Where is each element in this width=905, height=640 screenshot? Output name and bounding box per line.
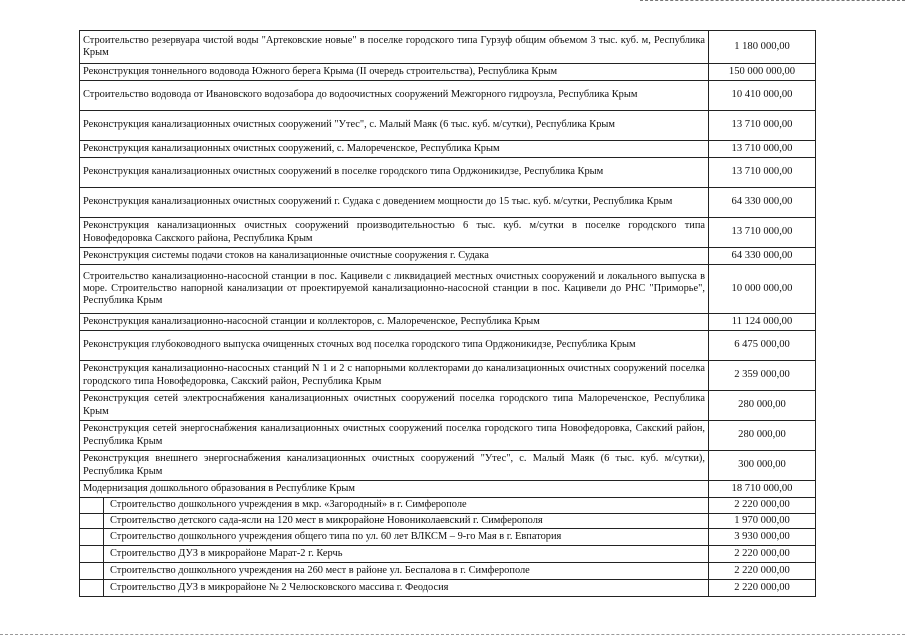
table-row [80,451,816,481]
project-description: Реконструкция канализационных очистных сооружений "Утес", с. Малый Маяк (6 тыс. куб. м/сутки), Республика Крым [80,111,709,141]
table-row [80,265,816,314]
project-amount: 13 710 000,00 [709,218,816,248]
subproject-description: Строительство ДУЗ в микрорайоне № 2 Челюсковского массива г. Феодосия [104,580,709,597]
project-amount: 64 330 000,00 [709,188,816,218]
project-amount: 2 359 000,00 [709,361,816,391]
subproject-amount: 2 220 000,00 [709,546,816,563]
table-subrow [80,580,816,597]
table-row [80,111,816,141]
scan-edge-bottom [0,634,905,636]
project-amount: 280 000,00 [709,391,816,421]
project-amount: 6 475 000,00 [709,331,816,361]
table-subrow [80,529,816,546]
table-row [80,361,816,391]
project-amount: 280 000,00 [709,421,816,451]
subproject-description: Строительство дошкольного учреждения общего типа по ул. 60 лет ВЛКСМ – 9-го Мая в г. Евпатория [104,529,709,546]
table-subrow [80,498,816,514]
project-amount: 64 330 000,00 [709,248,816,265]
subproject-amount: 1 970 000,00 [709,513,816,529]
project-description: Реконструкция канализационных очистных сооружений, с. Малореченское, Республика Крым [80,141,709,158]
table-row [80,421,816,451]
table-row [80,391,816,421]
subproject-amount: 2 220 000,00 [709,580,816,597]
subproject-amount: 2 220 000,00 [709,563,816,580]
table-subrow [80,546,816,563]
indent-cell [80,513,104,529]
project-description: Строительство водовода от Ивановского водозабора до водоочистных сооружений Межгорного гидроузла, Республика Крым [80,81,709,111]
project-amount: 11 124 000,00 [709,314,816,331]
table-row [80,481,816,498]
project-description: Строительство канализационно-насосной станции в пос. Кацивели с ликвидацией местных очистных сооружений и локального выпуска в море. Строительство напорной канализации от проектируемой канализационно-насосной станции в пос. Кацивели до РНС "Приморье", Республика Крым [80,265,709,314]
indent-cell [80,546,104,563]
project-description: Реконструкция канализационных очистных сооружений в поселке городского типа Орджоникидзе, Республика Крым [80,158,709,188]
table-row [80,81,816,111]
scan-edge-top [640,0,905,2]
table-row [80,218,816,248]
table-row [80,31,816,64]
project-description: Реконструкция канализационных очистных сооружений г. Судака с доведением мощности до 15 тыс. куб. м/сутки, Республика Крым [80,188,709,218]
project-amount: 10 410 000,00 [709,81,816,111]
table-row [80,158,816,188]
project-amount: 13 710 000,00 [709,141,816,158]
table-row [80,188,816,218]
indent-cell [80,580,104,597]
subproject-amount: 3 930 000,00 [709,529,816,546]
project-description: Реконструкция системы подачи стоков на канализационные очистные сооружения г. Судака [80,248,709,265]
project-amount: 1 180 000,00 [709,31,816,64]
indent-cell [80,498,104,514]
budget-table-body [80,31,816,597]
table-row [80,314,816,331]
project-amount: 18 710 000,00 [709,481,816,498]
project-description: Реконструкция канализационных очистных сооружений производительностью 6 тыс. куб. м/сутки в поселке городского типа Новофедоровка Сакского района, Республика Крым [80,218,709,248]
project-description: Строительство резервуара чистой воды "Артековские новые" в поселке городского типа Гурзуф общим объемом 3 тыс. куб. м, Республика Крым [80,31,709,64]
project-amount: 13 710 000,00 [709,158,816,188]
project-description: Реконструкция внешнего энергоснабжения канализационных очистных сооружений "Утес", с. Малый Маяк (6 тыс. куб. м/сутки), Республика Крым [80,451,709,481]
project-amount: 300 000,00 [709,451,816,481]
subproject-description: Строительство дошкольного учреждения на 260 мест в районе ул. Беспалова в г. Симферополе [104,563,709,580]
subproject-description: Строительство дошкольного учреждения в мкр. «Загородный» в г. Симферополе [104,498,709,514]
subproject-description: Строительство ДУЗ в микрорайоне Марат-2 г. Керчь [104,546,709,563]
project-description: Реконструкция сетей электроснабжения канализационных очистных сооружений поселка городского типа Малореченское, Республика Крым [80,391,709,421]
table-subrow [80,563,816,580]
project-description: Реконструкция канализационно-насосных станций N 1 и 2 с напорными коллекторами до канализационных очистных сооружений поселка городского типа Новофедоровка, Сакский район, Республика Крым [80,361,709,391]
project-amount: 10 000 000,00 [709,265,816,314]
project-amount: 150 000 000,00 [709,64,816,81]
indent-cell [80,563,104,580]
project-description: Модернизация дошкольного образования в Республике Крым [80,481,709,498]
indent-cell [80,529,104,546]
project-amount: 13 710 000,00 [709,111,816,141]
project-description: Реконструкция глубоководного выпуска очищенных сточных вод поселка городского типа Орджоникидзе, Республика Крым [80,331,709,361]
project-description: Реконструкция канализационно-насосной станции и коллекторов, с. Малореченское, Республика Крым [80,314,709,331]
project-description: Реконструкция тоннельного водовода Южного берега Крыма (II очередь строительства), Республика Крым [80,64,709,81]
project-description: Реконструкция сетей энергоснабжения канализационных очистных сооружений поселка городского типа Новофедоровка, Сакский район, Республика Крым [80,421,709,451]
budget-table [79,30,816,597]
subproject-amount: 2 220 000,00 [709,498,816,514]
subproject-description: Строительство детского сада-ясли на 120 мест в микрорайоне Новониколаевский г. Симферополя [104,513,709,529]
table-row [80,331,816,361]
table-subrow [80,513,816,529]
table-row [80,64,816,81]
table-row [80,248,816,265]
table-row [80,141,816,158]
